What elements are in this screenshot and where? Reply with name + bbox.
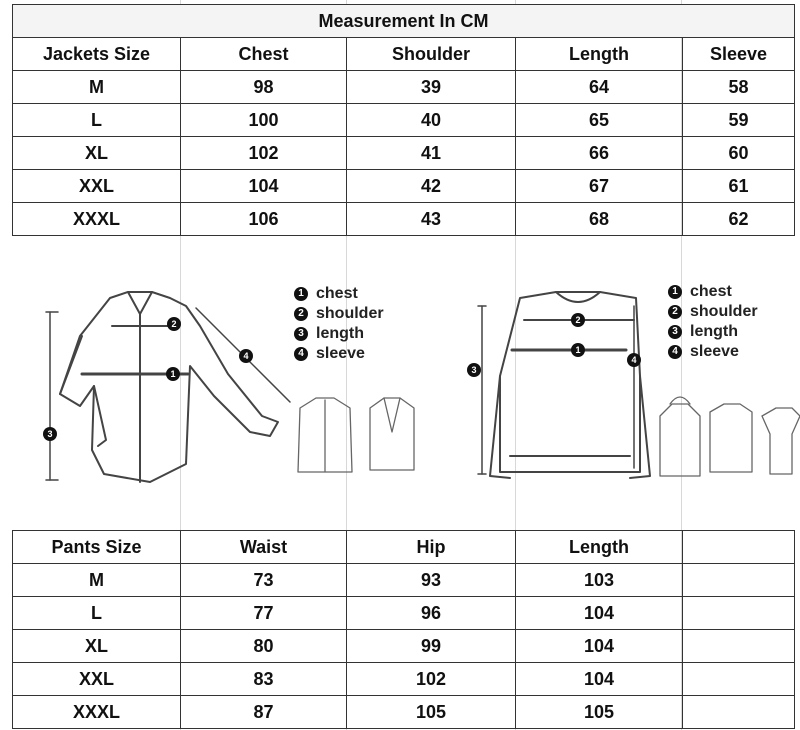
legend-label: sleeve <box>316 345 365 362</box>
header-cell: Chest <box>181 38 347 71</box>
table-cell: 40 <box>347 104 516 137</box>
table-cell <box>683 597 795 630</box>
table-cell: 62 <box>683 203 795 236</box>
table-cell: 59 <box>683 104 795 137</box>
table-cell: 96 <box>347 597 516 630</box>
table-cell: 58 <box>683 71 795 104</box>
table-cell: 64 <box>516 71 683 104</box>
pants-size-table <box>12 530 795 729</box>
header-cell: Sleeve <box>683 38 795 71</box>
table-cell: 80 <box>181 630 347 663</box>
table-cell: 103 <box>516 564 683 597</box>
header-cell: Waist <box>181 531 347 564</box>
table-cell: 104 <box>181 170 347 203</box>
table-row <box>13 597 795 630</box>
table-row <box>13 71 795 104</box>
legend-item <box>668 342 758 362</box>
sweater-drawing <box>478 292 650 478</box>
legend-label: chest <box>316 285 358 302</box>
legend-right <box>668 282 758 362</box>
table-row <box>13 137 795 170</box>
svg-text:2: 2 <box>575 315 581 325</box>
svg-text:2: 2 <box>171 319 177 329</box>
table-cell: 93 <box>347 564 516 597</box>
legend-item <box>294 304 384 324</box>
table-row <box>13 630 795 663</box>
table-cell <box>683 564 795 597</box>
table-cell: 83 <box>181 663 347 696</box>
number-badge-icon: 4 <box>668 345 682 359</box>
header-cell: Jackets Size <box>13 38 181 71</box>
svg-text:1: 1 <box>575 345 581 355</box>
number-badge-icon: 2 <box>668 305 682 319</box>
table-cell: 61 <box>683 170 795 203</box>
table-row <box>13 170 795 203</box>
table-cell: 41 <box>347 137 516 170</box>
legend-label: chest <box>690 283 732 300</box>
table-cell: 42 <box>347 170 516 203</box>
legend-item <box>668 282 758 302</box>
size-cell: XL <box>13 137 181 170</box>
number-badge-icon: 1 <box>668 285 682 299</box>
number-badge-icon: 4 <box>294 347 308 361</box>
size-cell: XXXL <box>13 696 181 729</box>
size-cell: M <box>13 71 181 104</box>
table-cell: 65 <box>516 104 683 137</box>
legend-item <box>294 324 384 344</box>
svg-text:4: 4 <box>243 351 249 361</box>
table-cell: 98 <box>181 71 347 104</box>
svg-text:1: 1 <box>170 369 176 379</box>
table-header-row <box>13 38 795 71</box>
number-badge-icon: 2 <box>294 307 308 321</box>
number-badge-icon: 3 <box>668 325 682 339</box>
table-cell: 104 <box>516 597 683 630</box>
legend-left <box>294 284 384 364</box>
legend-item <box>668 302 758 322</box>
table-row <box>13 663 795 696</box>
header-cell: Hip <box>347 531 516 564</box>
table-row <box>13 104 795 137</box>
table-cell: 105 <box>347 696 516 729</box>
header-cell <box>683 531 795 564</box>
size-cell: L <box>13 104 181 137</box>
table-cell: 105 <box>516 696 683 729</box>
legend-label: shoulder <box>316 305 384 322</box>
measurement-title: Measurement In CM <box>13 5 795 38</box>
table-cell: 67 <box>516 170 683 203</box>
legend-label: length <box>690 323 738 340</box>
table-row <box>13 203 795 236</box>
size-cell: XL <box>13 630 181 663</box>
table-cell: 60 <box>683 137 795 170</box>
legend-label: shoulder <box>690 303 758 320</box>
table-cell: 68 <box>516 203 683 236</box>
table-cell: 104 <box>516 630 683 663</box>
svg-text:3: 3 <box>47 429 53 439</box>
small-garment-drawings <box>660 397 800 476</box>
header-cell: Shoulder <box>347 38 516 71</box>
header-cell: Length <box>516 531 683 564</box>
table-cell: 106 <box>181 203 347 236</box>
table-cell: 99 <box>347 630 516 663</box>
table-cell <box>683 630 795 663</box>
size-cell: XXL <box>13 663 181 696</box>
table-cell: 102 <box>347 663 516 696</box>
table-cell: 73 <box>181 564 347 597</box>
table-cell: 100 <box>181 104 347 137</box>
size-cell: M <box>13 564 181 597</box>
table-cell: 66 <box>516 137 683 170</box>
number-badge-icon: 1 <box>294 287 308 301</box>
legend-item <box>294 284 384 304</box>
table-row <box>13 564 795 597</box>
size-cell: XXXL <box>13 203 181 236</box>
table-cell: 104 <box>516 663 683 696</box>
legend-label: length <box>316 325 364 342</box>
table-cell: 39 <box>347 71 516 104</box>
size-cell: L <box>13 597 181 630</box>
number-badge-icon: 3 <box>294 327 308 341</box>
table-cell: 102 <box>181 137 347 170</box>
garment-illustrations <box>0 236 800 528</box>
header-cell: Length <box>516 38 683 71</box>
table-cell: 87 <box>181 696 347 729</box>
legend-item <box>294 344 384 364</box>
size-cell: XXL <box>13 170 181 203</box>
table-row <box>13 696 795 729</box>
table-title-row <box>13 5 795 38</box>
svg-text:4: 4 <box>631 355 637 365</box>
small-jacket-drawings <box>298 398 414 472</box>
table-cell: 77 <box>181 597 347 630</box>
table-cell <box>683 663 795 696</box>
table-cell <box>683 696 795 729</box>
header-cell: Pants Size <box>13 531 181 564</box>
svg-text:3: 3 <box>471 365 477 375</box>
table-cell: 43 <box>347 203 516 236</box>
jackets-size-table <box>12 4 795 236</box>
table-header-row <box>13 531 795 564</box>
legend-label: sleeve <box>690 343 739 360</box>
legend-item <box>668 322 758 342</box>
